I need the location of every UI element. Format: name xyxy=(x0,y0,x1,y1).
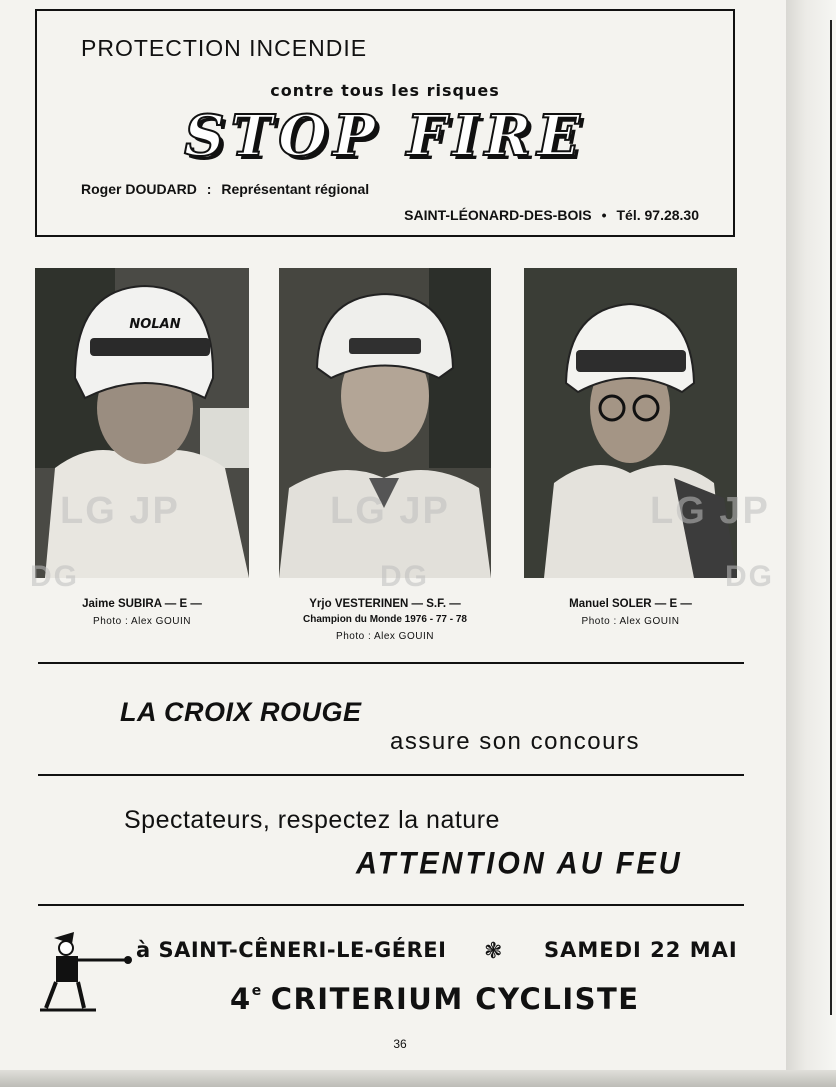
croix-rouge-subtitle: assure son concours xyxy=(390,728,640,755)
flower-ornament-icon: ❃ xyxy=(484,938,503,963)
ad-brand-logo: STOP FIRE xyxy=(184,103,586,169)
bugler-icon xyxy=(40,922,134,1014)
rider-name: Jaime SUBIRA — E — xyxy=(82,598,202,610)
ad-tagline: contre tous les risques xyxy=(270,81,500,100)
watermark: DG xyxy=(30,560,79,593)
ad-representative xyxy=(81,181,369,197)
ad-phone: Tél. 97.28.30 xyxy=(616,207,699,223)
event-ordinal-suffix: e xyxy=(251,983,263,999)
watermark: DG xyxy=(380,560,429,593)
event-ordinal: 4 xyxy=(230,982,252,1016)
photo-credit: Photo : Alex GOUIN xyxy=(93,616,191,627)
right-border-rule xyxy=(830,20,832,1015)
page-number: 36 xyxy=(393,1037,407,1051)
rider-name: Yrjo VESTERINEN — S.F. — xyxy=(309,598,461,610)
event-location: à SAINT-CÊNERI-LE-GÉREI xyxy=(136,938,447,962)
divider xyxy=(38,774,744,776)
rider-name: Manuel SOLER — E — xyxy=(569,598,692,610)
photo-credit: Photo : Alex GOUIN xyxy=(336,631,434,642)
watermark: LG JP xyxy=(330,490,450,532)
event-name: CRITERIUM CYCLISTE xyxy=(270,982,640,1016)
nature-notice: Spectateurs, respectez la nature xyxy=(124,806,500,834)
event-title xyxy=(230,982,640,1016)
divider xyxy=(38,904,744,906)
caption-vesterinen xyxy=(262,598,508,642)
stop-fire-advertisement xyxy=(35,9,735,237)
watermark: LG JP xyxy=(650,490,770,532)
watermark: DG xyxy=(725,560,774,593)
bullet-separator: • xyxy=(601,207,607,223)
rider-title: Champion du Monde 1976 - 77 - 78 xyxy=(303,614,467,625)
helmet-text: NOLAN xyxy=(129,317,181,332)
ad-headline: PROTECTION INCENDIE xyxy=(81,35,368,61)
fire-warning: ATTENTION AU FEU xyxy=(356,846,683,882)
ad-location: SAINT-LÉONARD-DES-BOIS xyxy=(404,207,592,223)
divider xyxy=(38,662,744,664)
rep-role: Représentant régional xyxy=(221,181,370,197)
rep-name: Roger DOUDARD xyxy=(81,181,197,197)
rep-separator: : xyxy=(206,181,212,197)
page-bottom-shadow xyxy=(0,1070,836,1087)
watermark: LG JP xyxy=(60,490,180,532)
photo-credit: Photo : Alex GOUIN xyxy=(581,616,680,627)
caption-soler xyxy=(524,598,737,627)
caption-subira xyxy=(35,598,249,627)
ad-contact xyxy=(404,207,699,223)
page-edge xyxy=(786,0,836,1087)
event-date: SAMEDI 22 MAI xyxy=(544,938,738,962)
croix-rouge-title: LA CROIX ROUGE xyxy=(120,697,362,727)
